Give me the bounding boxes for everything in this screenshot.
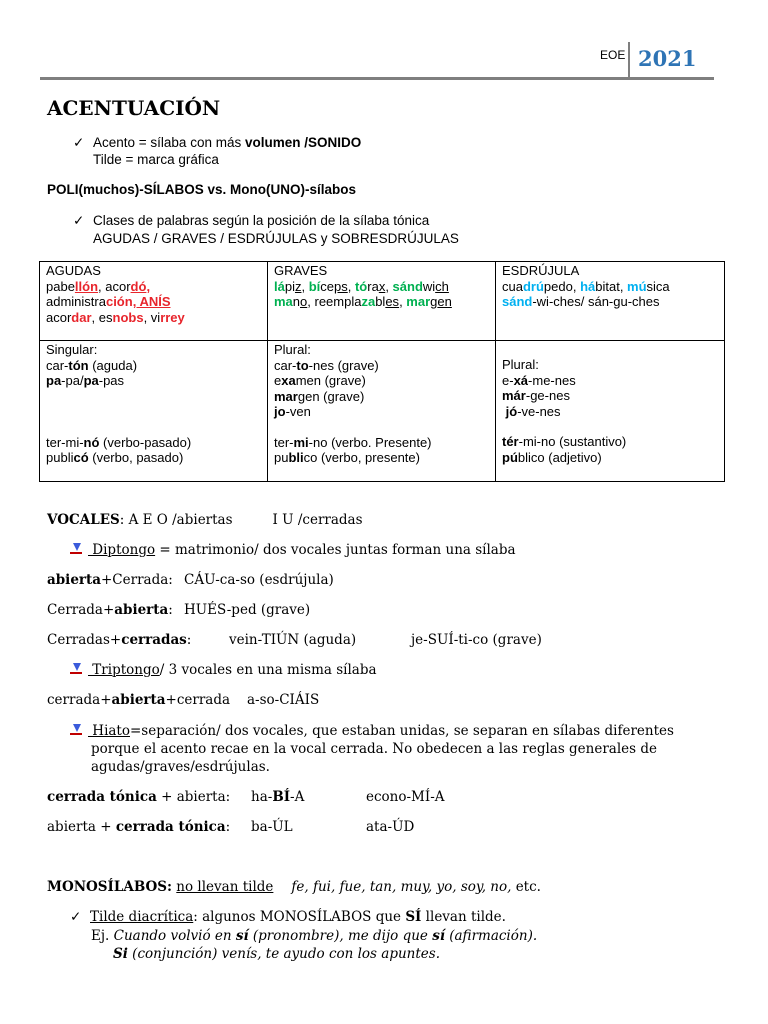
singular-line-3: ter-mi-nó (verbo-pasado) [46, 434, 192, 450]
diacritica-example-2: Si (conjunción) venís, te ayudo con los apuntes. [113, 946, 440, 962]
agudas-line-2: administración, ANÍS [46, 294, 171, 309]
diptongo-example-2-word: HUÉS-ped (grave) [184, 602, 311, 618]
singular-line-4: publicó (verbo, pasado) [46, 450, 184, 465]
graves-line-2: mano, reemplazables, margen [274, 294, 452, 309]
hiato-line-1: Hiato=separación/ dos vocales, que estaban unidas, se separan en sílabas diferentes [70, 723, 674, 739]
intro-line-2: Tilde = marca gráfica [93, 152, 219, 167]
hiato-example-1-word-b: econo-MÍ-A [366, 789, 445, 805]
diacritica-example-1: Ej. Cuando volvió en sí (pronombre), me dijo que sí (afirmación). [91, 928, 538, 944]
diptongo-line: Diptongo = matrimonio/ dos vocales juntas forman una sílaba [70, 542, 516, 558]
graves-line-1: lápiz, bíceps, tórax, sándwich [274, 278, 449, 294]
checkmark-icon: ✓ [73, 135, 85, 150]
graves-cell [268, 262, 496, 341]
plural-line-5: ter-mi-no (verbo. Presente) [274, 434, 432, 450]
header-year: 2021 [638, 46, 697, 71]
diacritica-line: ✓ Tilde diacrítica: algunos MONOSÍLABOS que SÍ llevan tilde. [70, 909, 506, 925]
plural-line-1: car-to-nes (grave) [274, 357, 379, 373]
triptongo-line: Triptongo/ 3 vocales en una misma sílaba [70, 662, 377, 678]
plural-esd-line-2: már-ge-nes [502, 388, 570, 403]
clases-line-2: AGUDAS / GRAVES / ESDRÚJULAS y SOBRESDRÚJULAS [93, 231, 459, 246]
esdrujula-line-1: cuadrúpedo, hábitat, música [502, 278, 670, 294]
page-title: ACENTUACIÓN [47, 96, 221, 120]
checkmark-icon: ✓ [73, 213, 85, 228]
hiato-example-2-word-a: ba-ÚL [251, 819, 293, 835]
hiato-line-2: porque el acento recae en la vocal cerrada. No obedecen a las reglas generales de [91, 741, 658, 757]
poli-heading: POLI(muchos)-SÍLABOS vs. Mono(UNO)-sílabos [47, 182, 357, 197]
table-row [40, 262, 725, 341]
diptongo-example-3: Cerradas+cerradas: [47, 632, 192, 648]
plural-label: Plural: [274, 342, 311, 357]
esdrujula-cell [496, 262, 725, 341]
singular-line-1: car-tón (aguda) [46, 357, 138, 373]
diptongo-example-3-word-b: je-SUÍ-ti-co (grave) [411, 632, 542, 648]
header-eoe: EOE [600, 48, 626, 62]
table-row [40, 341, 725, 482]
arrow-bullet-icon [70, 543, 82, 555]
diptongo-example-1-word: CÁU-ca-so (esdrújula) [184, 572, 334, 588]
plural-cell [268, 341, 496, 482]
hiato-example-1: cerrada tónica + abierta: [47, 789, 231, 805]
plural-line-2: examen (grave) [274, 373, 366, 388]
hiato-example-1-word-a: ha-BÍ-A [251, 789, 305, 805]
header-separator [628, 42, 630, 77]
triptongo-example-word: a-so-CIÁIS [247, 692, 320, 708]
esdrujula-header: ESDRÚJULA [502, 263, 580, 278]
plural-esd-line-1: e-xá-me-nes [502, 372, 576, 388]
clases-line-1: ✓ Clases de palabras según la posición de la sílaba tónica [73, 213, 430, 228]
plural-esd-line-5: público (adjetivo) [502, 449, 602, 465]
agudas-cell [40, 262, 268, 341]
monosilabos-line: MONOSÍLABOS: no llevan tilde fe, fui, fue, tan, muy, yo, soy, no, etc. [47, 879, 541, 895]
plural-line-6: publico (verbo, presente) [274, 450, 420, 465]
agudas-line-1: pabellón, acordó, [46, 278, 151, 294]
esdrujula-line-2: sánd-wi-ches/ sán-gu-ches [502, 294, 660, 309]
plural-line-4: jo-ven [274, 404, 311, 419]
agudas-header: AGUDAS [46, 263, 101, 278]
hiato-example-2-word-b: ata-ÚD [366, 819, 415, 835]
graves-header: GRAVES [274, 263, 328, 278]
vocales-line: VOCALES: A E O /abiertas I U /cerradas [47, 512, 363, 528]
hiato-line-3: agudas/graves/esdrújulas. [91, 759, 270, 775]
triptongo-example: cerrada+abierta+cerrada [47, 692, 231, 708]
hiato-example-2: abierta + cerrada tónica: [47, 819, 231, 835]
header-rule [40, 77, 714, 80]
accent-table [39, 261, 725, 482]
plural-esdrujula-cell [496, 341, 725, 482]
agudas-line-3: acordar, esnobs, virrey [46, 309, 185, 325]
intro-line-1: ✓ Acento = sílaba con más volumen /SONIDO [73, 135, 362, 150]
arrow-bullet-icon [70, 663, 82, 675]
arrow-bullet-icon [70, 724, 82, 736]
plural-line-3: margen (grave) [274, 388, 365, 404]
plural-esdrujula-label: Plural: [502, 357, 539, 372]
singular-cell [40, 341, 268, 482]
diptongo-example-1: abierta+Cerrada: [47, 572, 173, 588]
singular-label: Singular: [46, 342, 98, 357]
singular-line-2: pa-pa/pa-pas [46, 373, 125, 388]
checkmark-icon: ✓ [70, 909, 82, 924]
plural-esd-line-3: jó-ve-nes [505, 403, 561, 419]
plural-esd-line-4: tér-mi-no (sustantivo) [502, 434, 627, 449]
diptongo-example-2: Cerrada+abierta: [47, 602, 173, 618]
diptongo-example-3-word-a: vein-TIÚN (aguda) [229, 632, 357, 648]
